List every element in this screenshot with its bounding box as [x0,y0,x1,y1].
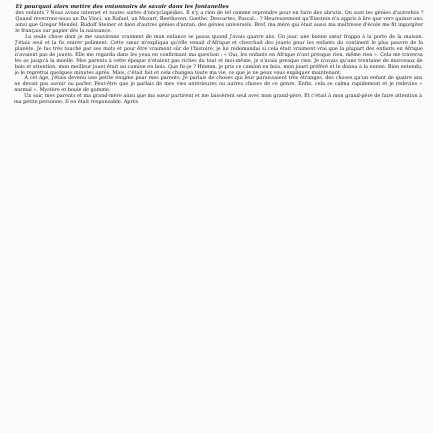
paragraph-4: Un soir, mes parents et ma grand-mère ainsi que ma sœur partirent et me laissèrent seul avec mon grand-père. Et c'était à mon grand-père de faire attention à ma petite personne. Il en était responsable. Après [13,93,423,106]
paragraph-2: La seule chose dont je me souvienne vraiment de mon enfance se passa quand j'avais quatre ans. Un jour, une bonne sœur frappa à la porte de la maison. J'étais seul et la fis entrer poliment. Cette sœur m'expliqua qu'elle venait d'Afrique et cherchait des jouets pour les enfants du continent le plus pauvre de la planète. Je fus très touché par ses mots et pour être vraiment sûr de l'histoire, je lui redemandai si cela était vraiment vrai que la plupart des enfants en Afrique n'avaient pas de jouets. Elle me regarda dans les yeux en confirmant ma question : « Oui, les enfants en Afrique n'ont presque rien, même rien ». Cela me traversa les os jusqu'à la moelle. Mes parents à cette époque n'étaient pas riches du tout et moi-même, je n'avais presque rien. Je n'avais qu'une trentaine de morceaux de bois et attention, mon meilleur jouet était un camion en bois. Que fis-je ? Hmmm, je pris ce camion en bois, mon jouet préféré et le donna à la nonne. Bien entendu, je le regrettai quelques minutes après. Mais, c'était fait et cela changea toute ma vie, ce que je ne peux vous expliquer maintenant. [14,33,424,76]
paragraph-1: des enfants ? Nous avons internet et toutes sortes d'encyclopédies. Il n'y a rien de tel comme reprendre pour en faire des abrutis. On sont les génies d'autrefois ? Quand reverrons-nous un Da Vinci, un Rafael, un Mozart, Beethoven, Goethe, Descartes, Pascal... ? Heureusement qu'Einstein n'a appris à lire que vers quinze ans, ainsi que Gregor Mendel, Rudolf Steiner et bien d'autres génies d'antan, des génies universels. Bref, ma mère qui était aussi ma maîtresse d'école me fit ingurgiter le français sur papier dès la naissance. [15,10,424,34]
text-column [8,4,423,429]
page-heading: Et pourquoi alors mettre des entonnoirs de savoir dans les fontanelles [15,4,229,10]
paragraph-3: À cet âge, j'étais devenu une petite énigme pour mes parents. Je parlais de choses qui leur paraissaient très étranges, des choses qu'un enfant de quatre ans ne devait pas savoir ou parler. Peut-être que je parlais de mes vies antérieures ou autres choses de ce genre. Enfin, cela se calma rapidement et je redevins « normal ». Mystère et boule de gomme. [14,75,423,94]
